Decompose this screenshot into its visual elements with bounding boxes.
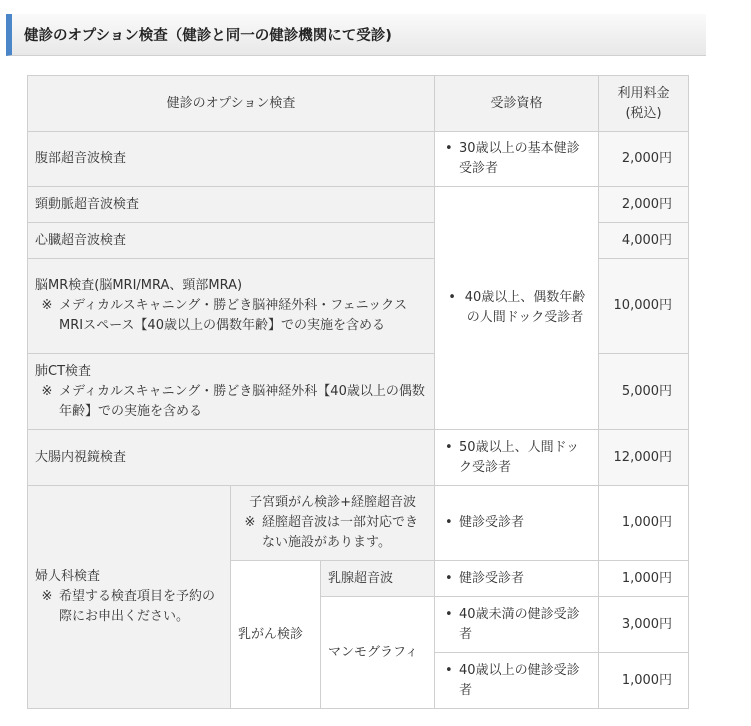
bullet: • [445, 662, 453, 678]
test-name: 肺CT検査 [35, 363, 92, 379]
note-mark: ※ [41, 298, 53, 313]
eligibility-text: 50歳以上、人間ドック受診者 [459, 439, 580, 475]
table-header-row [28, 76, 689, 132]
note-mark: ※ [244, 515, 256, 530]
bullet: • [445, 606, 453, 622]
price-cell: 1,000円 [599, 486, 689, 561]
header-test: 健診のオプション検査 [28, 76, 435, 132]
test-name-cell [28, 259, 435, 354]
note-text: 希望する検査項目を予約の際にお申出ください。 [59, 589, 216, 624]
table-row [28, 430, 689, 486]
bullet: • [445, 570, 453, 586]
bullet: • [445, 515, 453, 530]
eligibility-cell-shared [435, 187, 599, 430]
bullet: • [445, 439, 453, 455]
eligibility-cell [435, 561, 599, 597]
header-price [599, 76, 689, 132]
test-name: 頸動脈超音波検査 [28, 187, 435, 223]
table-row [28, 132, 689, 187]
sub-test-name: 乳がん検診 [231, 561, 321, 709]
test-name: 脳MR検査(脳MRI/MRA、頸部MRA) [35, 278, 243, 293]
test-name: 婦人科検査 [35, 569, 101, 584]
price-cell: 2,000円 [599, 132, 689, 187]
price-cell: 1,000円 [599, 561, 689, 597]
price-cell: 10,000円 [599, 259, 689, 354]
note-mark: ※ [41, 383, 53, 399]
bullet: • [445, 141, 453, 156]
sub-test-name: 乳腺超音波 [321, 561, 435, 597]
section-heading [6, 14, 706, 56]
test-name: 心臓超音波検査 [28, 223, 435, 259]
price-cell: 3,000円 [599, 597, 689, 653]
note-mark: ※ [41, 589, 53, 604]
eligibility-cell [435, 132, 599, 187]
header-eligibility: 受診資格 [435, 76, 599, 132]
price-cell: 5,000円 [599, 354, 689, 430]
eligibility-text: 40歳未満の健診受診者 [459, 606, 580, 642]
eligibility-text: 30歳以上の基本健診受診者 [459, 141, 580, 176]
note-text: メディカルスキャニング・勝どき脳神経外科【40歳以上の偶数年齢】での実施を含める [59, 383, 425, 419]
option-tests-table [27, 75, 689, 709]
test-name: 大腸内視鏡検査 [28, 430, 435, 486]
header-price-line2: (税込) [625, 105, 662, 121]
price-cell: 4,000円 [599, 223, 689, 259]
test-name-cell [28, 486, 231, 709]
note-text: メディカルスキャニング・勝どき脳神経外科・フェニックスMRIスペース【40歳以上の偶数年齢】での実施を含める [59, 298, 408, 333]
test-name: 腹部超音波検査 [28, 132, 435, 187]
bullet: • [448, 290, 456, 305]
test-name-cell [28, 354, 435, 430]
section-heading-text: 健診のオプション検査（健診と同一の健診機関にて受診) [24, 28, 392, 44]
eligibility-cell [435, 597, 599, 653]
eligibility-cell [435, 430, 599, 486]
eligibility-text: 健診受診者 [459, 570, 525, 586]
eligibility-text: 健診受診者 [459, 515, 525, 530]
price-cell: 2,000円 [599, 187, 689, 223]
note-text: 経膣超音波は一部対応できない施設があります。 [262, 515, 419, 550]
eligibility-cell [435, 486, 599, 561]
eligibility-cell [435, 653, 599, 709]
eligibility-text: 40歳以上、偶数年齢の人間ドック受診者 [464, 290, 586, 325]
eligibility-text: 40歳以上の健診受診者 [459, 662, 580, 698]
price-cell: 1,000円 [599, 653, 689, 709]
table-row [28, 486, 689, 561]
sub-test-name: 子宮頸がん検診+経膣超音波 [249, 495, 416, 510]
sub-test-cell [231, 486, 435, 561]
price-cell: 12,000円 [599, 430, 689, 486]
sub-test-name: マンモグラフィ [321, 597, 435, 709]
header-price-line1: 利用料金 [617, 85, 670, 101]
table-row [28, 187, 689, 223]
